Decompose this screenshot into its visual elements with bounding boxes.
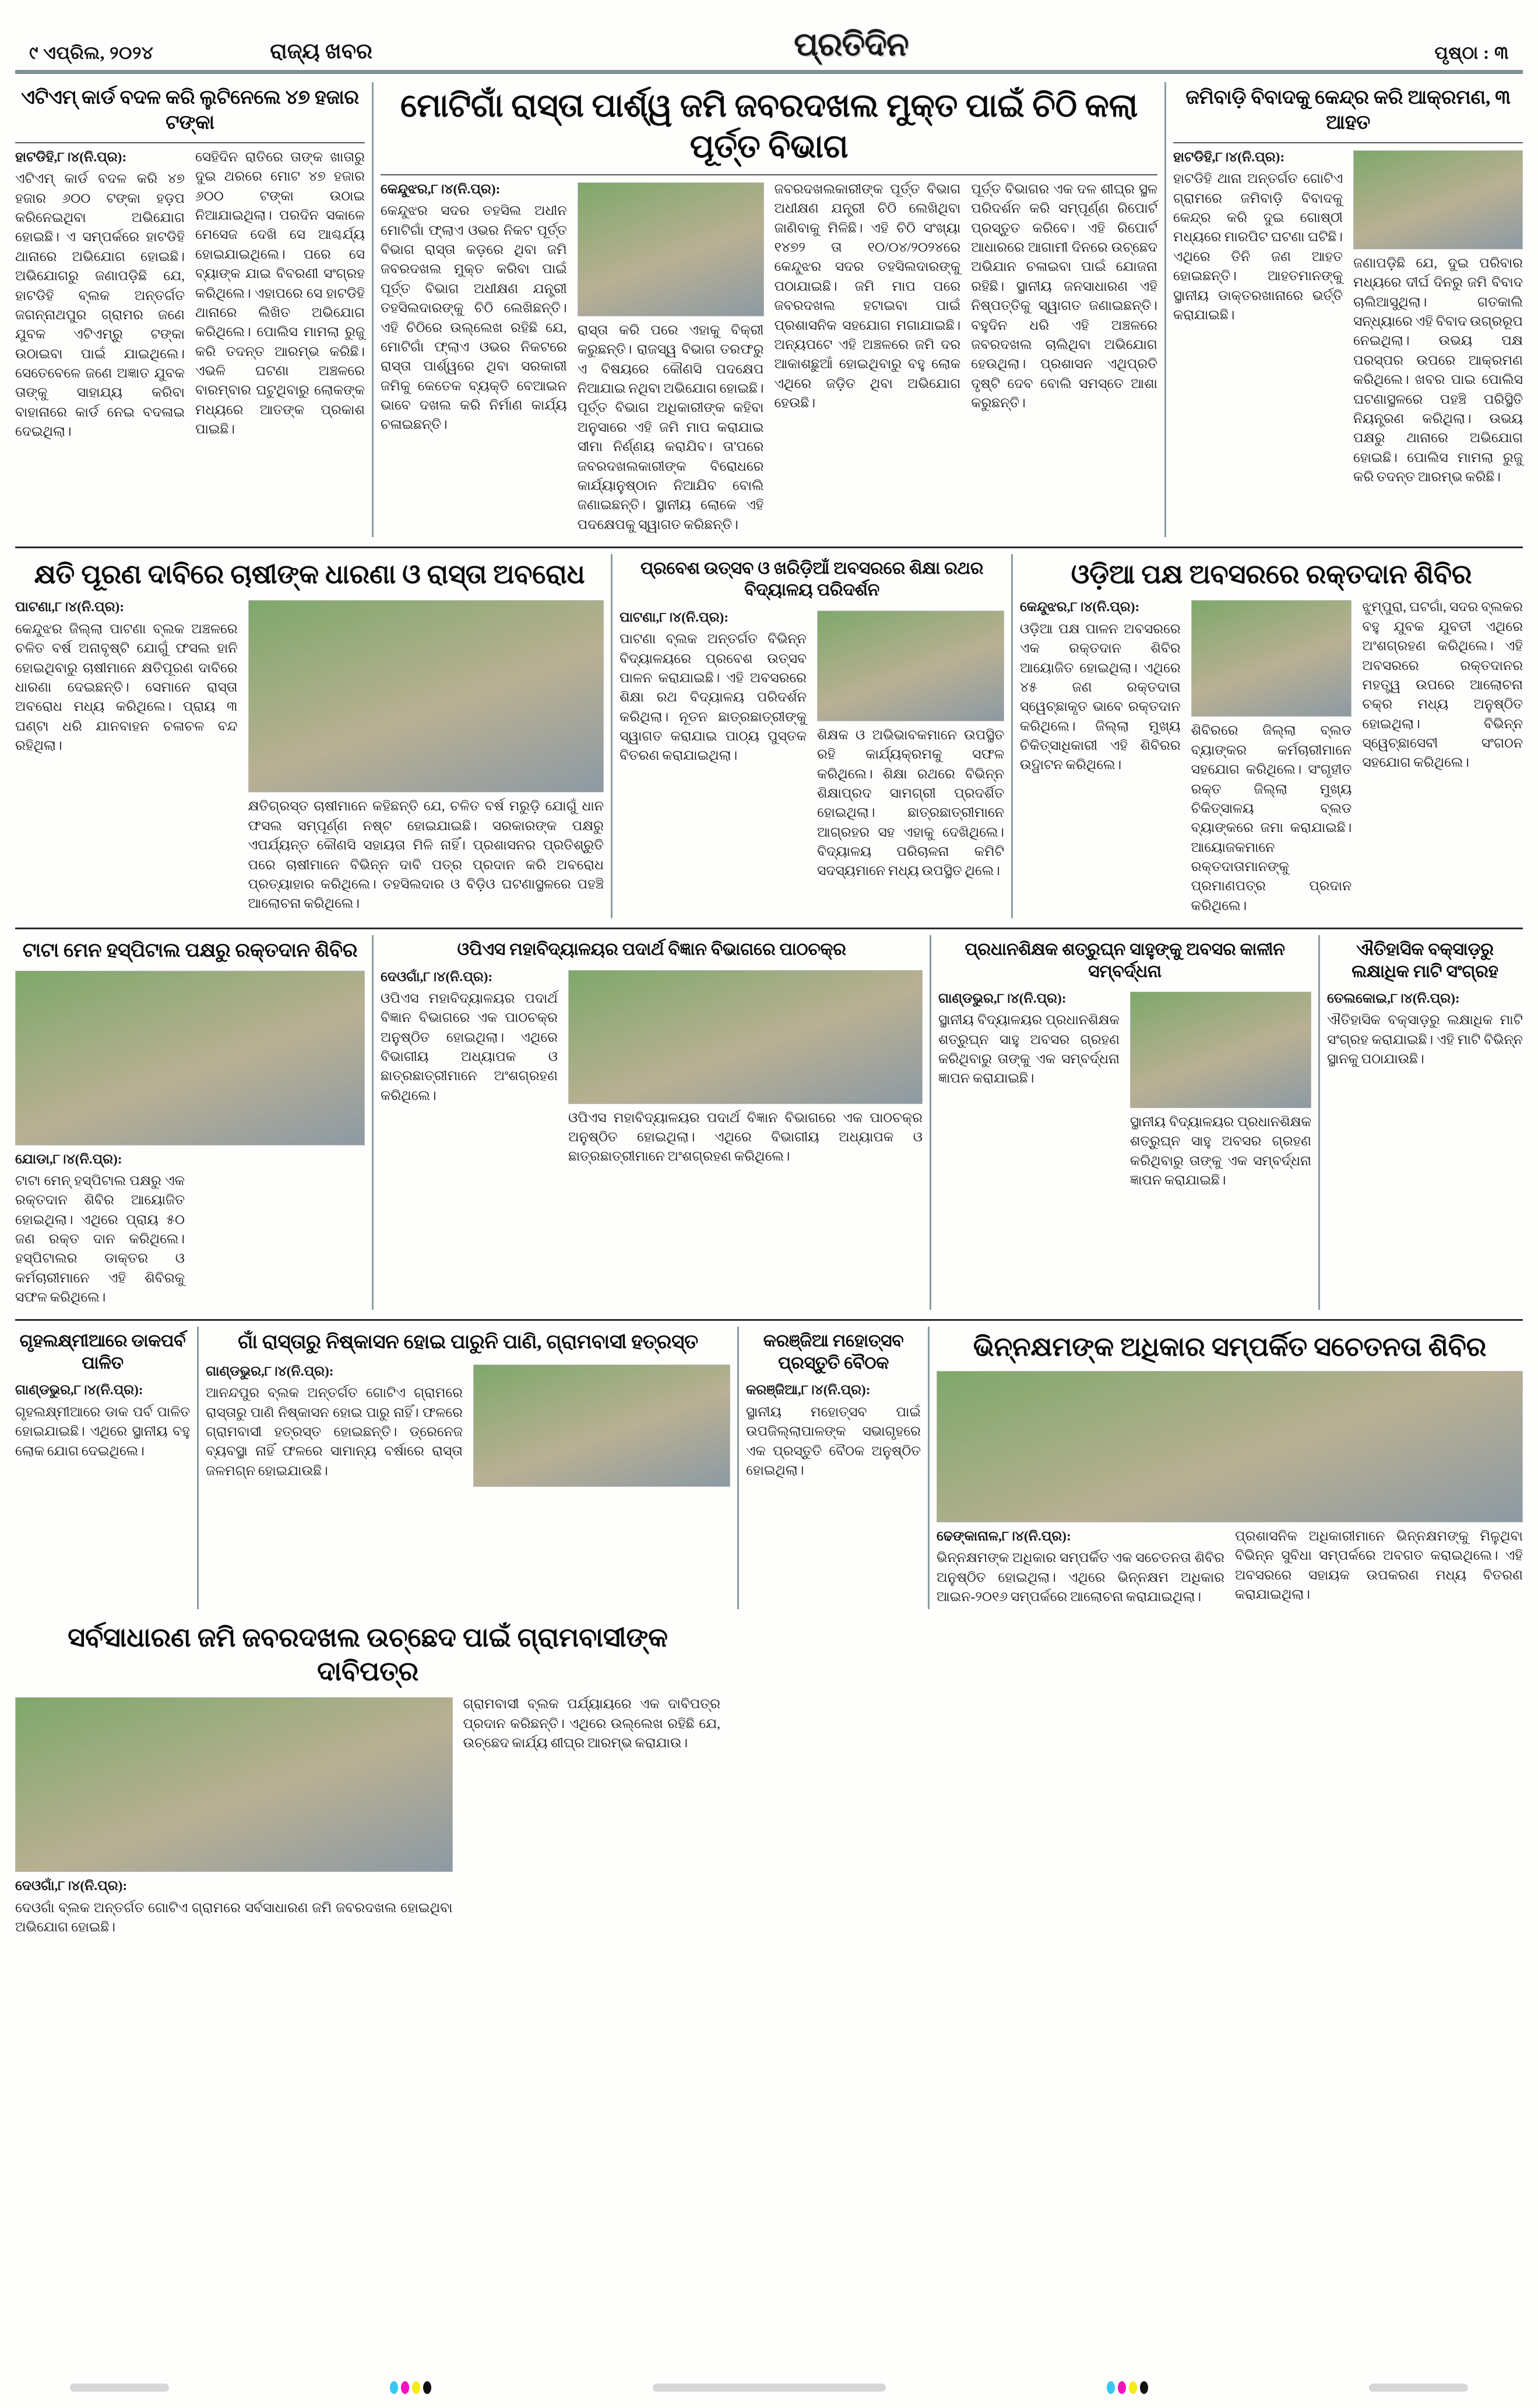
column-divider <box>1318 935 1320 1310</box>
dateline: ଗାଣ୍ଡଭୁର,୮।୪(ନି.ପ୍ର): <box>15 1383 143 1398</box>
cyan-dot <box>390 2381 398 2394</box>
story-headline: ଜମିବାଡ଼ି ବିବାଦକୁ କେନ୍ଦ୍ର କରି ଆକ୍ରମଣ, ୩ ଆହତ <box>1185 87 1511 133</box>
story-headline: ଏଟିଏମ୍ କାର୍ଡ ବଦଳ କରି ଲୁଟିନେଲେ ୪୭ ହଜାର ଟଙ୍କା <box>21 87 359 133</box>
story-body: ସେହିଦିନ ରାତିରେ ତାଙ୍କ ଖାତାରୁ ଦୁଇ ଥରରେ ମୋଟ ୪୭ ହଜାର ୬୦୦ ଟଙ୍କା ଉଠାଇ ନିଆଯାଇଥିଲା। ପରଦିନ ସକାଳେ ମେସେଜ ଦେଖି ସେ ଆଶ୍ଚର୍ଯ୍ୟ ହୋଇଯାଇଥିଲେ। ପରେ ସେ ବ୍ୟାଙ୍କ ଯାଇ ବିବରଣୀ ସଂଗ୍ରହ କରିଥିଲେ। ଏହାପରେ ସେ ହାଟଡିହି ଥାନାରେ ଲିଖିତ ଅଭିଯୋଗ କରିଥିଲେ। ପୋଲିସ ମାମଲା ରୁଜୁ କରି ତଦନ୍ତ ଆରମ୍ଭ କରିଛି। ଏଭଳି ଘଟଣା ଅଞ୍ଚଳରେ ବାରମ୍ବାର ଘଟୁଥିବାରୁ ଲୋକଙ୍କ ମଧ୍ୟରେ ଆତଙ୍କ ପ୍ରକାଶ ପାଇଛି। <box>195 150 365 438</box>
story-atm-card <box>15 82 365 537</box>
story-headmaster-farewell <box>938 935 1311 1310</box>
dateline: ହାଟଡିହି,୮।୪(ନି.ପ୍ର): <box>1173 150 1285 165</box>
story-body: ରାସ୍ତା କରି ପରେ ଏହାକୁ ବିକ୍ରୀ କରୁଛନ୍ତି। ରାଜସ୍ୱ ବିଭାଗ ତରଫରୁ ଏ ବିଷୟରେ କୌଣସି ପଦକ୍ଷେପ ନିଆଯାଇ ନଥିବା ଅଭିଯୋଗ ହୋଇଛି। ପୂର୍ତ୍ତ ବିଭାଗ ଅଧିକାରୀଙ୍କ କହିବା ଅନୁସାରେ ଏହି ଜମି ମାପ କରାଯାଇ ସୀମା ନିର୍ଣ୍ଣୟ କରାଯିବ। ତା'ପରେ ଜବରଦଖଲକାରୀଙ୍କ ବିରୋଧରେ କାର୍ଯ୍ୟାନୁଷ୍ଠାନ ନିଆଯିବ ବୋଲି ଜଣାଇଛନ୍ତି। ସ୍ଥାନୀୟ ଲୋକେ ଏହି ପଦକ୍ଷେପକୁ ସ୍ୱାଗତ କରିଛନ୍ତି। <box>577 323 764 533</box>
story-body: ଗ୍ରାମବାସୀ ବ୍ଲକ ପର୍ଯ୍ୟାୟରେ ଏକ ଦାବିପତ୍ର ପ୍ରଦାନ କରିଛନ୍ତି। ଏଥିରେ ଉଲ୍ଲେଖ ରହିଛି ଯେ, ଉଚ୍ଛେଦ କାର୍ଯ୍ୟ ଶୀଘ୍ର ଆରମ୍ଭ କରାଯାଉ। <box>463 1697 720 1751</box>
dateline: ତେଲକୋଇ,୮।୪(ନି.ପ୍ର): <box>1327 991 1460 1007</box>
column-divider <box>930 935 931 1310</box>
story-photo-protest <box>248 600 604 792</box>
divider <box>1173 142 1523 143</box>
column-divider <box>372 82 374 537</box>
dateline: ପାଟଣା,୮।୪(ନି.ପ୍ର): <box>620 609 729 625</box>
story-headline: ସର୍ବସାଧାରଣ ଜମି ଜବରଦଖଲ ଉଚ୍ଛେଦ ପାଇଁ ଗ୍ରାମବାସୀଙ୍କ ଦାବିପତ୍ର <box>68 1623 668 1686</box>
story-body <box>746 1381 921 1400</box>
masthead <box>15 0 1523 70</box>
story-headline: ମୋଟିଗାଁ ରାସ୍ତା ପାର୍ଶ୍ୱ ଜମି ଜବରଦଖଲ ମୁକ୍ତ ପାଇଁ ଚିଠି କଲା ପୂର୍ତ୍ତ ବିଭାଗ <box>400 88 1138 165</box>
cyan-dot <box>1107 2381 1115 2394</box>
story-body: ପ୍ରଶାସନିକ ଅଧିକାରୀମାନେ ଭିନ୍ନକ୍ଷମଙ୍କୁ ମିଳୁଥିବା ବିଭିନ୍ନ ସୁବିଧା ସମ୍ପର୍କରେ ଅବଗତ କରାଇଥିଲେ। ଏହି ଅବସରରେ ସହାୟକ ଉପକରଣ ମଧ୍ୟ ବିତରଣ କରାଯାଇଥିଲା। <box>1235 1528 1523 1602</box>
story-body: ପାଟଣା ବ୍ଲକ ଅନ୍ତର୍ଗତ ବିଭିନ୍ନ ବିଦ୍ୟାଳୟରେ ପ୍ରବେଶ ଉତ୍ସବ ପାଳନ କରାଯାଇଛି। ଏହି ଅବସରରେ ଶିକ୍ଷା ରଥ ବିଦ୍ୟାଳୟ ପରିଦର୍ଶନ କରିଥିଲା। ନୂତନ ଛାତ୍ରଛାତ୍ରୀଙ୍କୁ ସ୍ୱାଗତ କରାଯାଇ ପାଠ୍ୟ ପୁସ୍ତକ ବିତରଣ କରାଯାଇଥିଲା। <box>620 632 807 764</box>
story-body: ଗୃହଲକ୍ଷ୍ମୀଆରେ ଡାକ ପର୍ବ ପାଳିତ ହୋଇଯାଇଛି। ଏଥିରେ ସ୍ଥାନୀୟ ବହୁ ଲୋକ ଯୋଗ ଦେଇଥିଲେ। <box>15 1404 190 1459</box>
story-body: ଦେଓଗାଁ ବ୍ଲକ ଅନ୍ତର୍ଗତ ଗୋଟିଏ ଗ୍ରାମରେ ସର୍ବସାଧାରଣ ଜମି ଜବରଦଖଲ ହୋଇଥିବା ଅଭିଯୋଗ ହୋଇଛି। <box>15 1900 453 1935</box>
dateline: ଗାଣ୍ଡଭୁର,୮।୪(ନି.ପ୍ର): <box>206 1363 334 1379</box>
story-land-encroachment <box>381 82 1157 537</box>
story-historic-soil <box>1327 935 1523 1310</box>
story-body: କେନ୍ଦୁଝର ସଦର ତହସିଲ ଅଧୀନ ମୋଟିଗାଁ ଫ୍ଲାଏ ଓଭର ନିକଟ ପୂର୍ତ୍ତ ବିଭାଗ ରାସ୍ତା କଡ଼ରେ ଥିବା ଜମି ଜବରଦଖଲ ମୁକ୍ତ କରିବା ପାଇଁ ପୂର୍ତ୍ତ ବିଭାଗ ଅଧୀକ୍ଷଣ ଯନ୍ତ୍ରୀ ତହସିଲଦାରଙ୍କୁ ଚିଠି ଲେଖିଛନ୍ତି। ଏହି ଚିଠିରେ ଉଲ୍ଲେଖ ରହିଛି ଯେ, ମୋଟିଗାଁ ଫ୍ଲାଏ ଓଭର ନିକଟରେ ରାସ୍ତା ପାର୍ଶ୍ୱରେ ଥିବା ସରକାରୀ ଜମିକୁ କେତେକ ବ୍ୟକ୍ତି ବେଆଇନ ଭାବେ ଦଖଲ କରି ନିର୍ମାଣ କାର୍ଯ୍ୟ ଚଳାଇଛନ୍ତି। <box>381 203 567 433</box>
story-disability-awareness <box>937 1327 1523 1609</box>
registration-bar <box>1369 2384 1468 2392</box>
story-body <box>206 1362 463 1381</box>
band-divider <box>15 547 1523 548</box>
story-photo-blood-camp <box>1191 600 1352 717</box>
band-divider <box>15 1319 1523 1321</box>
story-headline: ଗାଁ ରାସ୍ତାରୁ ନିଷ୍କାସନ ହୋଇ ପାରୁନି ପାଣି, ଗ୍ରାମବାସୀ ହତ୍ରସ୍ତ <box>238 1331 698 1353</box>
divider <box>15 142 365 143</box>
yellow-dot <box>412 2381 420 2394</box>
story-blood-donation-odia <box>1020 554 1523 918</box>
column-divider <box>611 554 613 918</box>
story-photo-awareness-camp <box>937 1371 1523 1522</box>
story-headline: ପ୍ରଧାନଶିକ୍ଷକ ଶତ୍ରୁଘ୍ନ ସାହୁଙ୍କୁ ଅବସର କାଳୀନ ସମ୍ବର୍ଦ୍ଧନା <box>965 940 1285 981</box>
band-top <box>15 82 1523 537</box>
story-body <box>937 1527 1224 1546</box>
story-body: ସ୍ଥାନୀୟ ବିଦ୍ୟାଳୟର ପ୍ରଧାନଶିକ୍ଷକ ଶତ୍ରୁଘ୍ନ ସାହୁ ଅବସର ଗ୍ରହଣ କରିଥିବାରୁ ତାଙ୍କୁ ଏକ ସମ୍ବର୍ଦ୍ଧନା ଜ୍ଞାପନ କରାଯାଇଛି। <box>938 1013 1120 1087</box>
story-physics-seminar <box>381 935 923 1310</box>
band-second <box>15 554 1523 918</box>
story-photo-road <box>578 182 764 316</box>
story-body: ଟାଟା ମେନ୍ ହସ୍ପିଟାଲ ପକ୍ଷରୁ ଏକ ରକ୍ତଦାନ ଶିବିର ଆୟୋଜିତ ହୋଇଥିଲା। ଏଥିରେ ପ୍ରାୟ ୫୦ ଜଣ ରକ୍ତ ଦାନ କରିଥିଲେ। ହସ୍ପିଟାଲର ଡାକ୍ତର ଓ କର୍ମଚାରୀମାନେ ଏହି ଶିବିରକୁ ସଫଳ କରିଥିଲେ। <box>15 1173 185 1306</box>
band-third <box>15 935 1523 1310</box>
band-divider <box>15 928 1523 929</box>
story-body <box>620 608 807 627</box>
story-body: ଜବରଦଖଲକାରୀଙ୍କ ପୂର୍ତ୍ତ ବିଭାଗ ଅଧୀକ୍ଷଣ ଯନ୍ତ୍ରୀ ଚିଠି ଲେଖିଥିବା ଜାଣିବାକୁ ମିଳିଛି। ଏହି ଚିଠି ସଂଖ୍ୟା ୧୪୭୨ ତା ୧୦/୦୪/୨୦୨୪ରେ କେନ୍ଦୁଝର ସଦର ତହସିଲଦାରଙ୍କୁ ପଠାଯାଇଛି। ଜମି ମାପ ପରେ ଜବରଦଖଲ ହଟାଇବା ପାଇଁ ପ୍ରଶାସନିକ ସହଯୋଗ ମଗାଯାଇଛି। ଅନ୍ୟପଟେ ଏହି ଅଞ୍ଚଳରେ ଜମି ଦର ଆକାଶଛୁଆଁ ହୋଇଥିବାରୁ ବହୁ ଲୋକ ଏଥିରେ ଜଡ଼ିତ ଥିବା ଅଭିଯୋଗ ହେଉଛି। <box>774 182 961 411</box>
story-body: କେନ୍ଦୁଝର ଜିଲ୍ଲା ପାଟଣା ବ୍ଲକ ଅଞ୍ଚଳରେ ଚଳିତ ବର୍ଷ ଅନାବୃଷ୍ଟି ଯୋଗୁଁ ଫସଲ ହାନି ହୋଇଥିବାରୁ ଚାଷୀମାନେ କ୍ଷତିପୂରଣ ଦାବିରେ ଧାରଣା ଦେଇଛନ୍ତି। ସେମାନେ ରାସ୍ତା ଅବରୋଧ ମଧ୍ୟ କରିଥିଲେ। ପ୍ରାୟ ୩ ଘଣ୍ଟା ଧରି ଯାନବାହନ ଚଳାଚଳ ବନ୍ଦ ରହିଥିଲା। <box>15 621 238 753</box>
story-body: ଶିକ୍ଷକ ଓ ଅଭିଭାବକମାନେ ଉପସ୍ଥିତ ରହି କାର୍ଯ୍ୟକ୍ରମକୁ ସଫଳ କରିଥିଲେ। ଶିକ୍ଷା ରଥରେ ବିଭିନ୍ନ ଶିକ୍ଷାପ୍ରଦ ସାମଗ୍ରୀ ପ୍ରଦର୍ଶିତ ହୋଇଥିଲା। ଛାତ୍ରଛାତ୍ରୀମାନେ ଆଗ୍ରହର ସହ ଏହାକୁ ଦେଖିଥିଲେ। ବିଦ୍ୟାଳୟ ପରିଚାଳନା କମିଟି ସଦସ୍ୟମାନେ ମଧ୍ୟ ଉପସ୍ଥିତ ଥିଲେ। <box>817 727 1004 879</box>
story-photo-villagers <box>15 1697 453 1872</box>
story-body <box>15 1150 185 1169</box>
story-photo-group <box>1353 150 1523 249</box>
story-body: ଭିନ୍ନକ୍ଷମଙ୍କ ଅଧିକାର ସମ୍ପର୍କିତ ଏକ ସଚେତନତା ଶିବିର ଅନୁଷ୍ଠିତ ହୋଇଥିଲା। ଏଥିରେ ଭିନ୍ନକ୍ଷମ ଅଧିକାର ଆଇନ-୨୦୧୬ ସମ୍ପର୍କରେ ଆଲୋଚନା କରାଯାଇଥିଲା। <box>937 1550 1224 1605</box>
magenta-dot <box>1118 2381 1126 2394</box>
column-divider <box>737 1327 739 1609</box>
story-karanjia-festival-meeting <box>746 1327 921 1609</box>
column-divider <box>1011 554 1013 918</box>
story-headline: କରଞ୍ଜିଆ ମହୋତ୍ସବ ପ୍ରସ୍ତୁତି ବୈଠକ <box>763 1331 904 1373</box>
story-headline: କ୍ଷତି ପୂରଣ ଦାବିରେ ଚାଷୀଙ୍କ ଧାରଣା ଓ ରାସ୍ତା ଅବରୋଧ <box>34 559 585 589</box>
story-headline: ଗୃହଲକ୍ଷ୍ମୀଆରେ ଡାକପର୍ବ ପାଳିତ <box>19 1331 186 1373</box>
story-body <box>381 968 558 987</box>
story-public-land-petition <box>15 1617 720 1940</box>
print-registration-marks <box>0 2381 1538 2394</box>
dateline: ପାଟଣା,୮।୪(ନି.ପ୍ର): <box>15 600 125 615</box>
story-body: ଶିବିରରେ ଜିଲ୍ଲା ବ୍ଲଡ ବ୍ୟାଙ୍କର କର୍ମଚାରୀମାନେ ସହଯୋଗ କରିଥିଲେ। ସଂଗୃହୀତ ରକ୍ତ ଜିଲ୍ଲା ମୁଖ୍ୟ ଚିକିତ୍ସାଳୟ ବ୍ଲଡ ବ୍ୟାଙ୍କରେ ଜମା କରାଯାଇଛି। ଆୟୋଜକମାନେ ରକ୍ତଦାତାମାନଙ୍କୁ ପ୍ରମାଣପତ୍ର ପ୍ରଦାନ କରିଥିଲେ। <box>1191 723 1352 914</box>
story-body: ଐତିହାସିକ ବକ୍ସାଡ଼ରୁ ଲକ୍ଷାଧିକ ମାଟି ସଂଗ୍ରହ କରାଯାଇଛି। ଏହି ମାଟି ବିଭିନ୍ନ ସ୍ଥାନକୁ ପଠାଯାଉଛି। <box>1327 1013 1523 1067</box>
story-headline: ଓଡ଼ିଆ ପକ୍ଷ ଅବସରରେ ରକ୍ତଦାନ ଶିବିର <box>1071 559 1472 589</box>
registration-bar <box>70 2384 169 2392</box>
band-fifth <box>15 1617 1523 1940</box>
story-headline: ଐତିହାସିକ ବକ୍ସାଡ଼ରୁ ଲକ୍ଷାଧିକ ମାଟି ସଂଗ୍ରହ <box>1352 940 1498 981</box>
band-fourth <box>15 1327 1523 1609</box>
story-headline: ଓପିଏସ ମହାବିଦ୍ୟାଳୟର ପଦାର୍ଥ ବିଜ୍ଞାନ ବିଭାଗରେ ପାଠଚକ୍ର <box>457 940 846 960</box>
story-land-dispute-assault <box>1173 82 1523 537</box>
story-body: ସ୍ଥାନୀୟ ବିଦ୍ୟାଳୟର ପ୍ରଧାନଶିକ୍ଷକ ଶତ୍ରୁଘ୍ନ ସାହୁ ଅବସର ଗ୍ରହଣ କରିଥିବାରୁ ତାଙ୍କୁ ଏକ ସମ୍ବର୍ଦ୍ଧନା ଜ୍ଞାପନ କରାଯାଇଛି। <box>1130 1115 1311 1189</box>
story-body: ଆନନ୍ଦପୁର ବ୍ଲକ ଅନ୍ତର୍ଗତ ଗୋଟିଏ ଗ୍ରାମରେ ରାସ୍ତାରୁ ପାଣି ନିଷ୍କାସନ ହୋଇ ପାରୁ ନାହିଁ। ଫଳରେ ଗ୍ରାମବାସୀ ହତ୍ରସ୍ତ ହୋଇଛନ୍ତି। ଡ୍ରେନେଜ ବ୍ୟବସ୍ଥା ନାହିଁ ଫଳରେ ସାମାନ୍ୟ ବର୍ଷାରେ ରାସ୍ତା ଜଳମଗ୍ନ ହୋଇଯାଉଛି। <box>206 1385 463 1479</box>
column-divider <box>1164 82 1166 537</box>
dateline: ଢେଙ୍କାନାଳ,୮।୪(ନି.ପ୍ର): <box>937 1528 1071 1544</box>
story-body <box>381 180 567 199</box>
section-title: ରାଜ୍ୟ ଖବର <box>270 40 373 64</box>
story-headline: ଭିନ୍ନକ୍ଷମଙ୍କ ଅଧିକାର ସମ୍ପର୍କିତ ସଚେତନତା ଶିବିର <box>973 1332 1487 1362</box>
story-body <box>15 148 185 167</box>
story-photo-flooded-road <box>473 1365 730 1487</box>
story-photo-hospital-camp <box>15 971 365 1145</box>
dateline: କେନ୍ଦୁଝର,୮।୪(ନି.ପ୍ର): <box>381 182 501 197</box>
story-body: ଓପିଏସ ମହାବିଦ୍ୟାଳୟର ପଦାର୍ଥ ବିଜ୍ଞାନ ବିଭାଗରେ ଏକ ପାଠଚକ୍ର ଅନୁଷ୍ଠିତ ହୋଇଥିଲା। ଏଥିରେ ବିଭାଗୀୟ ଅଧ୍ୟାପକ ଓ ଛାତ୍ରଛାତ୍ରୀମାନେ ଅଂଶଗ୍ରହଣ କରିଥିଲେ। <box>568 1110 923 1165</box>
registration-bar <box>653 2384 886 2392</box>
dateline: ଗାଣ୍ଡଭୁର,୮।୪(ନି.ପ୍ର): <box>938 991 1067 1007</box>
story-postal-festival <box>15 1327 190 1609</box>
story-body: ଓଡ଼ିଆ ପକ୍ଷ ପାଳନ ଅବସରରେ ଏକ ରକ୍ତଦାନ ଶିବିର ଆୟୋଜିତ ହୋଇଥିଲା। ଏଥିରେ ୪୫ ଜଣ ରକ୍ତଦାତା ସ୍ୱେଚ୍ଛାକୃତ ଭାବେ ରକ୍ତଦାନ କରିଥିଲେ। ଜିଲ୍ଲା ମୁଖ୍ୟ ଚିକିତ୍ସାଧିକାରୀ ଏହି ଶିବିରର ଉଦ୍ଘାଟନ କରିଥିଲେ। <box>1020 621 1181 773</box>
dateline: ଦେଓଗାଁ,୮।୪(ନି.ପ୍ର): <box>381 969 493 985</box>
newspaper-logo: ପ୍ରତିଦିନ <box>794 27 909 63</box>
story-body: ଏଟିଏମ୍ କାର୍ଡ ବଦଳ କରି ୪୭ ହଜାର ୬୦୦ ଟଙ୍କା ହଡ଼ପ କରିନେଇଥିବା ଅଭିଯୋଗ ହୋଇଛି। ଏ ସମ୍ପର୍କରେ ହାଟଡିହି ଥାନାରେ ଅଭିଯୋଗ ହୋଇଛି। ଅଭିଯୋଗରୁ ଜଣାପଡ଼ିଛି ଯେ, ହାଟଡିହି ବ୍ଲକ ଅନ୍ତର୍ଗତ ଜଗନ୍ନାଥପୁର ଗ୍ରାମର ଜଣେ ଯୁବକ ଏଟିଏମ୍‌ରୁ ଟଙ୍କା ଉଠାଇବା ପାଇଁ ଯାଇଥିଲେ। ସେତେବେଳେ ଜଣେ ଅଜ୍ଞାତ ଯୁବକ ତାଙ୍କୁ ସାହାଯ୍ୟ କରିବା ବାହାନାରେ କାର୍ଡ ନେଇ ବଦଳାଇ ଦେଇଥିଲା। <box>15 171 185 440</box>
story-body <box>15 598 238 617</box>
page-number: ପୃଷ୍ଠା : ୩ <box>1434 43 1509 63</box>
story-village-waterlogging <box>206 1327 730 1609</box>
story-body: କ୍ଷତିଗ୍ରସ୍ତ ଚାଷୀମାନେ କହିଛନ୍ତି ଯେ, ଚଳିତ ବର୍ଷ ମରୁଡ଼ି ଯୋଗୁଁ ଧାନ ଫସଲ ସମ୍ପୂର୍ଣ୍ଣ ନଷ୍ଟ ହୋଇଯାଇଛି। ସରକାରଙ୍କ ପକ୍ଷରୁ ଏପର୍ଯ୍ୟନ୍ତ କୌଣସି ସହାୟତା ମିଳି ନାହିଁ। ପ୍ରଶାସନର ପ୍ରତିଶ୍ରୁତି ପରେ ଚାଷୀମାନେ ବିଭିନ୍ନ ଦାବି ପତ୍ର ପ୍ରଦାନ କରି ଅବରୋଧ ପ୍ରତ୍ୟାହାର କରିଥିଲେ। ତହସିଲଦାର ଓ ବିଡ଼ିଓ ଘଟଣାସ୍ଥଳରେ ପହଞ୍ଚି ଆଲୋଚନା କରିଥିଲେ। <box>248 799 604 912</box>
story-body <box>1327 989 1523 1009</box>
story-photo-school-van <box>817 611 1004 721</box>
masthead-rule <box>15 70 1523 74</box>
story-body <box>1020 598 1181 617</box>
cmyk-swatch <box>1107 2381 1148 2394</box>
dateline: ଯୋଡା,୮।୪(ନି.ପ୍ର): <box>15 1151 122 1167</box>
story-body <box>15 1381 190 1400</box>
story-headline: ପ୍ରବେଶ ଉତ୍ସବ ଓ ଖରିଡ଼ିଆଁ ଅବସରରେ ଶିକ୍ଷା ରଥର ବିଦ୍ୟାଳୟ ପରିଦର୍ଶନ <box>640 558 984 600</box>
story-body: ପୂର୍ତ୍ତ ବିଭାଗର ଏକ ଦଳ ଶୀଘ୍ର ସ୍ଥଳ ପରିଦର୍ଶନ କରି ସମ୍ପୂର୍ଣ୍ଣ ରିପୋର୍ଟ ପ୍ରସ୍ତୁତ କରିବେ। ଏହି ରିପୋର୍ଟ ଆଧାରରେ ଆଗାମୀ ଦିନରେ ଉଚ୍ଛେଦ ଅଭିଯାନ ଚଳାଇବା ପାଇଁ ଯୋଜନା ରହିଛି। ସ୍ଥାନୀୟ ଜନସାଧାରଣ ଏହି ନିଷ୍ପତ୍ତିକୁ ସ୍ୱାଗତ ଜଣାଇଛନ୍ତି। ବହୁଦିନ ଧରି ଏହି ଅଞ୍ଚଳରେ ଜବରଦଖଲ ଚାଲିଥିବା ଅଭିଯୋଗ ହେଉଥିଲା। ପ୍ରଶାସନ ଏଥିପ୍ରତି ଦୃଷ୍ଟି ଦେବ ବୋଲି ସମସ୍ତେ ଆଶା କରୁଛନ୍ତି। <box>971 182 1157 411</box>
column-divider <box>372 935 374 1310</box>
black-dot <box>423 2381 431 2394</box>
story-body <box>938 989 1120 1009</box>
black-dot <box>1140 2381 1148 2394</box>
cmyk-swatch <box>390 2381 431 2394</box>
story-body: ଓପିଏସ ମହାବିଦ୍ୟାଳୟର ପଦାର୍ଥ ବିଜ୍ଞାନ ବିଭାଗରେ ଏକ ପାଠଚକ୍ର ଅନୁଷ୍ଠିତ ହୋଇଥିଲା। ଏଥିରେ ବିଭାଗୀୟ ଅଧ୍ୟାପକ ଓ ଛାତ୍ରଛାତ୍ରୀମାନେ ଅଂଶଗ୍ରହଣ କରିଥିଲେ। <box>381 990 558 1103</box>
publication-date: ୯ ଏପ୍ରିଲ, ୨୦୨୪ <box>29 43 154 63</box>
story-education-chariot <box>620 554 1004 918</box>
story-headline: ଟାଟା ମେନ ହସ୍ପିଟାଲ ପକ୍ଷରୁ ରକ୍ତଦାନ ଶିବିର <box>22 940 358 962</box>
story-body: ସ୍ଥାନୀୟ ମହୋତ୍ସବ ପାଇଁ ଉପଜିଲ୍ଲାପାଳଙ୍କ ସଭାଗୃହରେ ଏକ ପ୍ରସ୍ତୁତି ବୈଠକ ଅନୁଷ୍ଠିତ ହୋଇଥିଲା। <box>746 1404 921 1478</box>
story-body: ଝୁମ୍ପୁରା, ଘଟଗାଁ, ସଦର ବ୍ଲକର ବହୁ ଯୁବକ ଯୁବତୀ ଏଥିରେ ଅଂଶଗ୍ରହଣ କରିଥିଲେ। ଏହି ଅବସରରେ ରକ୍ତଦାନର ମହତ୍ତ୍ୱ ଉପରେ ଆଲୋଚନା ଚକ୍ର ମଧ୍ୟ ଅନୁଷ୍ଠିତ ହୋଇଥିଲା। ବିଭିନ୍ନ ସ୍ୱେଚ୍ଛାସେବୀ ସଂଗଠନ ସହଯୋଗ କରିଥିଲେ। <box>1362 600 1523 771</box>
column-divider <box>197 1327 199 1609</box>
story-body <box>15 1877 453 1896</box>
story-body: ଜଣାପଡ଼ିଛି ଯେ, ଦୁଇ ପରିବାର ମଧ୍ୟରେ ଦୀର୍ଘ ଦିନରୁ ଜମି ବିବାଦ ଚାଲିଆସୁଥିଲା। ଗତକାଲି ସନ୍ଧ୍ୟାରେ ଏହି ବିବାଦ ଉଗ୍ରରୂପ ନେଇଥିଲା। ଉଭୟ ପକ୍ଷ ପରସ୍ପର ଉପରେ ଆକ୍ରମଣ କରିଥିଲେ। ଖବର ପାଇ ପୋଲିସ ଘଟଣାସ୍ଥଳରେ ପହଞ୍ଚି ପରିସ୍ଥିତି ନିୟନ୍ତ୍ରଣ କରିଥିଲା। ଉଭୟ ପକ୍ଷରୁ ଥାନାରେ ଅଭିଯୋଗ ହୋଇଛି। ପୋଲିସ ମାମଲା ରୁଜୁ କରି ତଦନ୍ତ ଆରମ୍ଭ କରିଛି। <box>1353 256 1523 485</box>
story-farmers-protest <box>15 554 604 918</box>
yellow-dot <box>1129 2381 1137 2394</box>
dateline: ଦେଓଗାଁ,୮।୪(ନି.ପ୍ର): <box>15 1878 128 1894</box>
story-photo-seminar <box>568 970 923 1104</box>
story-body <box>1173 148 1343 167</box>
dateline: ହାଟଡିହି,୮।୪(ନି.ପ୍ର): <box>15 150 127 165</box>
story-photo-farewell <box>1130 992 1311 1108</box>
dateline: କରଞ୍ଜିଆ,୮।୪(ନି.ପ୍ର): <box>746 1383 871 1398</box>
magenta-dot <box>401 2381 409 2394</box>
dateline: କେନ୍ଦୁଝର,୮।୪(ନି.ପ୍ର): <box>1020 600 1140 615</box>
story-tata-hospital-blood <box>15 935 365 1310</box>
story-body: ହାଟଡିହି ଥାନା ଅନ୍ତର୍ଗତ ଗୋଟିଏ ଗ୍ରାମରେ ଜମିବାଡ଼ି ବିବାଦକୁ କେନ୍ଦ୍ର କରି ଦୁଇ ଗୋଷ୍ଠୀ ମଧ୍ୟରେ ମାରପିଟ ଘଟଣା ଘଟିଛି। ଏଥିରେ ତିନି ଜଣ ଆହତ ହୋଇଛନ୍ତି। ଆହତମାନଙ୍କୁ ସ୍ଥାନୀୟ ଡାକ୍ତରଖାନାରେ ଭର୍ତ୍ତି କରାଯାଇଛି। <box>1173 171 1343 323</box>
divider <box>381 174 1157 175</box>
column-divider <box>928 1327 930 1609</box>
